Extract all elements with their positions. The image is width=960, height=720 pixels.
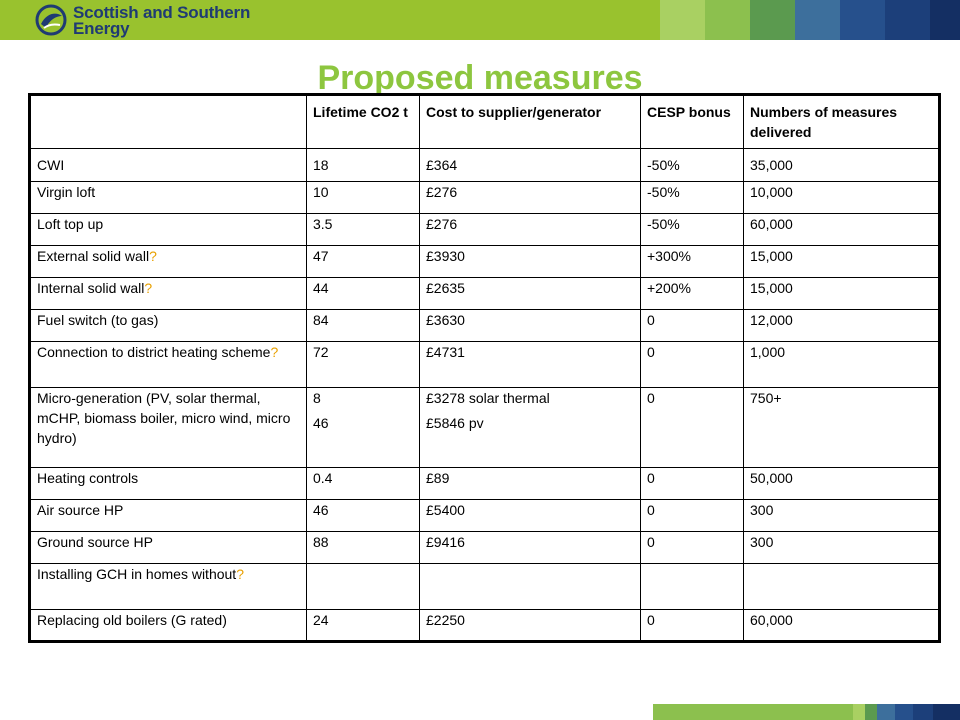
co2-cell	[307, 149, 420, 182]
cost-cell	[420, 564, 641, 610]
color-block	[913, 704, 933, 720]
table-row	[30, 149, 940, 182]
footer-color-blocks	[653, 704, 960, 720]
co2-value: 44	[313, 280, 329, 296]
company-name	[73, 5, 250, 37]
color-block	[705, 0, 750, 40]
measures-table	[28, 93, 941, 643]
cost-value-secondary: £5846 pv	[426, 415, 484, 431]
swoosh-logo-icon	[35, 4, 67, 36]
table-row	[30, 342, 940, 388]
measure-cell	[30, 388, 307, 468]
header-cell-measure	[30, 95, 307, 149]
cost-cell	[420, 388, 641, 468]
table-row	[30, 214, 940, 246]
header-cell-bonus: CESP bonus	[641, 95, 744, 149]
table-row	[30, 182, 940, 214]
number-cell: 50,000	[744, 468, 940, 500]
cost-cell	[420, 278, 641, 310]
number-cell: 15,000	[744, 278, 940, 310]
table-row	[30, 532, 940, 564]
co2-value: 47	[313, 248, 329, 264]
header-cell-cost: Cost to supplier/generator	[420, 95, 641, 149]
header-cell-co2: Lifetime CO2 t	[307, 95, 420, 149]
cost-cell	[420, 246, 641, 278]
table-row	[30, 468, 940, 500]
cost-value: £364	[426, 157, 458, 173]
question-mark: ?	[270, 344, 279, 360]
co2-cell	[307, 564, 420, 610]
measure-cell	[30, 182, 307, 214]
co2-cell	[307, 246, 420, 278]
co2-value: 18	[313, 157, 329, 173]
measure-label: Replacing old boilers (G rated)	[37, 612, 227, 628]
table-row	[30, 564, 940, 610]
table-row	[30, 610, 940, 642]
bonus-cell	[641, 564, 744, 610]
measure-cell	[30, 610, 307, 642]
co2-cell	[307, 388, 420, 468]
company-name-line1: Scottish and Southern	[73, 3, 251, 22]
bonus-cell: 0	[641, 468, 744, 500]
measure-label: Loft top up	[37, 216, 104, 232]
color-block	[795, 0, 840, 40]
co2-value: 88	[313, 534, 329, 550]
co2-value-secondary: 46	[313, 415, 329, 431]
table-row	[30, 246, 940, 278]
bonus-cell: 0	[641, 500, 744, 532]
number-cell: 750+	[744, 388, 940, 468]
co2-value: 0.4	[313, 470, 333, 486]
number-cell: 35,000	[744, 149, 940, 182]
cost-value: £5400	[426, 502, 465, 518]
color-block	[653, 704, 853, 720]
bonus-cell: -50%	[641, 149, 744, 182]
measure-cell	[30, 468, 307, 500]
number-cell: 300	[744, 500, 940, 532]
table-row	[30, 500, 940, 532]
color-block	[840, 0, 885, 40]
cost-cell	[420, 182, 641, 214]
measure-label: Heating controls	[37, 470, 139, 486]
cost-value: £9416	[426, 534, 465, 550]
measure-label: Virgin loft	[37, 184, 96, 200]
color-block	[853, 704, 865, 720]
co2-value: 84	[313, 312, 329, 328]
measure-cell	[30, 564, 307, 610]
cost-cell	[420, 468, 641, 500]
cost-cell	[420, 532, 641, 564]
color-block	[660, 0, 705, 40]
color-block	[933, 704, 960, 720]
number-cell: 300	[744, 532, 940, 564]
cost-cell	[420, 610, 641, 642]
co2-value: 24	[313, 612, 329, 628]
company-name-line2: Energy	[73, 19, 130, 38]
measure-cell	[30, 500, 307, 532]
measure-cell	[30, 310, 307, 342]
number-cell: 10,000	[744, 182, 940, 214]
number-cell	[744, 564, 940, 610]
bonus-cell: 0	[641, 342, 744, 388]
co2-cell	[307, 500, 420, 532]
table-header-row	[30, 95, 940, 149]
cost-value: £89	[426, 470, 450, 486]
color-block	[750, 0, 795, 40]
cost-value: £3630	[426, 312, 465, 328]
cost-value: £276	[426, 184, 458, 200]
measure-cell	[30, 278, 307, 310]
bonus-cell: +200%	[641, 278, 744, 310]
measure-cell	[30, 149, 307, 182]
measure-label: Micro-generation (PV, solar thermal, mCHP, biomass boiler, micro wind, micro hydro)	[37, 390, 291, 446]
question-mark: ?	[144, 280, 153, 296]
co2-cell	[307, 532, 420, 564]
measure-label: Ground source HP	[37, 534, 153, 550]
co2-value: 10	[313, 184, 329, 200]
co2-value: 8	[313, 390, 321, 406]
cost-value: £276	[426, 216, 458, 232]
number-cell: 15,000	[744, 246, 940, 278]
bonus-cell: +300%	[641, 246, 744, 278]
measure-label: Installing GCH in homes without	[37, 566, 237, 582]
number-cell: 1,000	[744, 342, 940, 388]
co2-cell	[307, 342, 420, 388]
color-block	[877, 704, 895, 720]
bonus-cell: -50%	[641, 182, 744, 214]
measure-cell	[30, 342, 307, 388]
table-row	[30, 278, 940, 310]
company-logo	[35, 4, 295, 38]
measure-label: Internal solid wall	[37, 280, 145, 296]
question-mark: ?	[149, 248, 157, 264]
header-band	[0, 0, 960, 40]
cost-cell	[420, 500, 641, 532]
bonus-cell: 0	[641, 310, 744, 342]
table-row	[30, 310, 940, 342]
color-block	[885, 0, 930, 40]
question-mark: ?	[236, 566, 244, 582]
co2-value: 46	[313, 502, 329, 518]
bonus-cell: 0	[641, 388, 744, 468]
bonus-cell: -50%	[641, 214, 744, 246]
table-row	[30, 388, 940, 468]
co2-cell	[307, 278, 420, 310]
measure-label: CWI	[37, 157, 65, 173]
cost-value: £3930	[426, 248, 465, 264]
color-block	[895, 704, 913, 720]
measure-cell	[30, 532, 307, 564]
number-cell: 60,000	[744, 214, 940, 246]
co2-cell	[307, 214, 420, 246]
color-block	[930, 0, 960, 40]
measure-cell	[30, 214, 307, 246]
measure-label: Fuel switch (to gas)	[37, 312, 159, 328]
measure-cell	[30, 246, 307, 278]
header-color-blocks	[660, 0, 960, 40]
cost-value: £4731	[426, 344, 465, 360]
bonus-cell: 0	[641, 610, 744, 642]
cost-cell	[420, 214, 641, 246]
co2-cell	[307, 182, 420, 214]
number-cell: 12,000	[744, 310, 940, 342]
cost-cell	[420, 342, 641, 388]
co2-cell	[307, 310, 420, 342]
measure-label: Connection to district heating scheme	[37, 344, 271, 360]
co2-value: 72	[313, 344, 329, 360]
measure-label: External solid wall	[37, 248, 150, 264]
header-cell-number: Numbers of measures delivered	[744, 95, 940, 149]
cost-value: £2250	[426, 612, 465, 628]
color-block	[865, 704, 877, 720]
co2-value: 3.5	[313, 216, 333, 232]
number-cell: 60,000	[744, 610, 940, 642]
bonus-cell: 0	[641, 532, 744, 564]
cost-cell	[420, 149, 641, 182]
cost-value: £3278 solar thermal	[426, 390, 550, 406]
cost-cell	[420, 310, 641, 342]
cost-value: £2635	[426, 280, 465, 296]
measure-label: Air source HP	[37, 502, 124, 518]
co2-cell	[307, 468, 420, 500]
co2-cell	[307, 610, 420, 642]
page-title: Proposed measures	[317, 59, 643, 97]
